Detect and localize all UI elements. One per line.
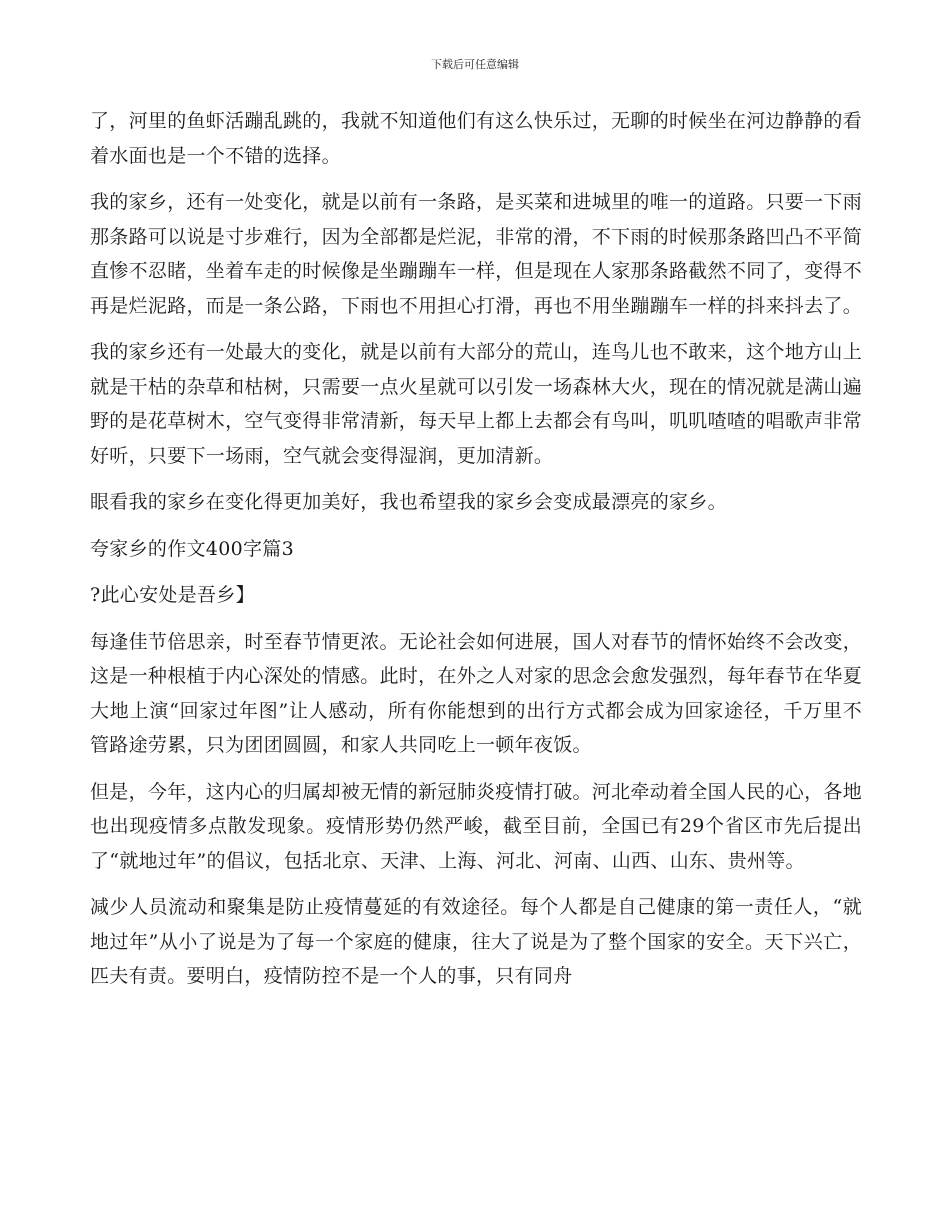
paragraph: 我的家乡还有一处最大的变化，就是以前有大部分的荒山，连鸟儿也不敢来，这个地方山上就是干枯的杂草和枯树，只需要一点火星就可以引发一场森林大火，现在的情况就是满山遍野的是花草树木，空气变得非常清新，每天早上都上去都会有鸟叫，叽叽喳喳的唱歌声非常好听，只要下一场雨，空气就会变得湿润，更加清新。	[90, 341, 863, 467]
paragraph: 我的家乡，还有一处变化，就是以前有一条路，是买菜和进城里的唯一的道路。只要一下雨那条路可以说是寸步难行，因为全部都是烂泥，非常的滑，不下雨的时候那条路凹凸不平简直惨不忍睹，坐着车走的时候像是坐蹦蹦车一样，但是现在人家那条路截然不同了，变得不再是烂泥路，而是一条公路，下雨也不用担心打滑，再也不用坐蹦蹦车一样的抖来抖去了。	[90, 191, 863, 317]
paragraph: 但是，今年，这内心的归属却被无情的新冠肺炎疫情打破。河北牵动着全国人民的心，各地也出现疫情多点散发现象。疫情形势仍然严峻，截至目前，全国已有29个省区市先后提出了“就地过年”的倡议，包括北京、天津、上海、河北、河南、山西、山东、贵州等。	[90, 780, 863, 872]
page-header-note: 下载后可任意编辑	[431, 58, 519, 71]
paragraph: 减少人员流动和聚集是防止疫情蔓延的有效途径。每个人都是自己健康的第一责任人，“就地过年”从小了说是为了每一个家庭的健康，往大了说是为了整个国家的安全。天下兴亡，匹夫有责。要明白，疫情防控不是一个人的事，只有同舟	[90, 896, 862, 987]
section-heading: 夸家乡的作文400字篇3	[90, 537, 294, 560]
paragraph: 每逢佳节倍思亲，时至春节情更浓。无论社会如何进展，国人对春节的情怀始终不会改变，这是一种根植于内心深处的情感。此时，在外之人对家的思念会愈发强烈，每年春节在华夏大地上演“回家过年图”让人感动，所有你能想到的出行方式都会成为回家途径，千万里不管路途劳累，只为团团圆圆，和家人共同吃上一顿年夜饭。	[90, 630, 863, 756]
paragraph: 眼看我的家乡在变化得更加美好，我也希望我的家乡会变成最漂亮的家乡。	[90, 491, 727, 513]
essay-subtitle: ?此心安处是吾乡】	[90, 584, 255, 606]
paragraph: 了，河里的鱼虾活蹦乱跳的，我就不知道他们有这么快乐过，无聊的时候坐在河边静静的看着水面也是一个不错的选择。	[90, 110, 863, 167]
document-body	[90, 104, 862, 994]
